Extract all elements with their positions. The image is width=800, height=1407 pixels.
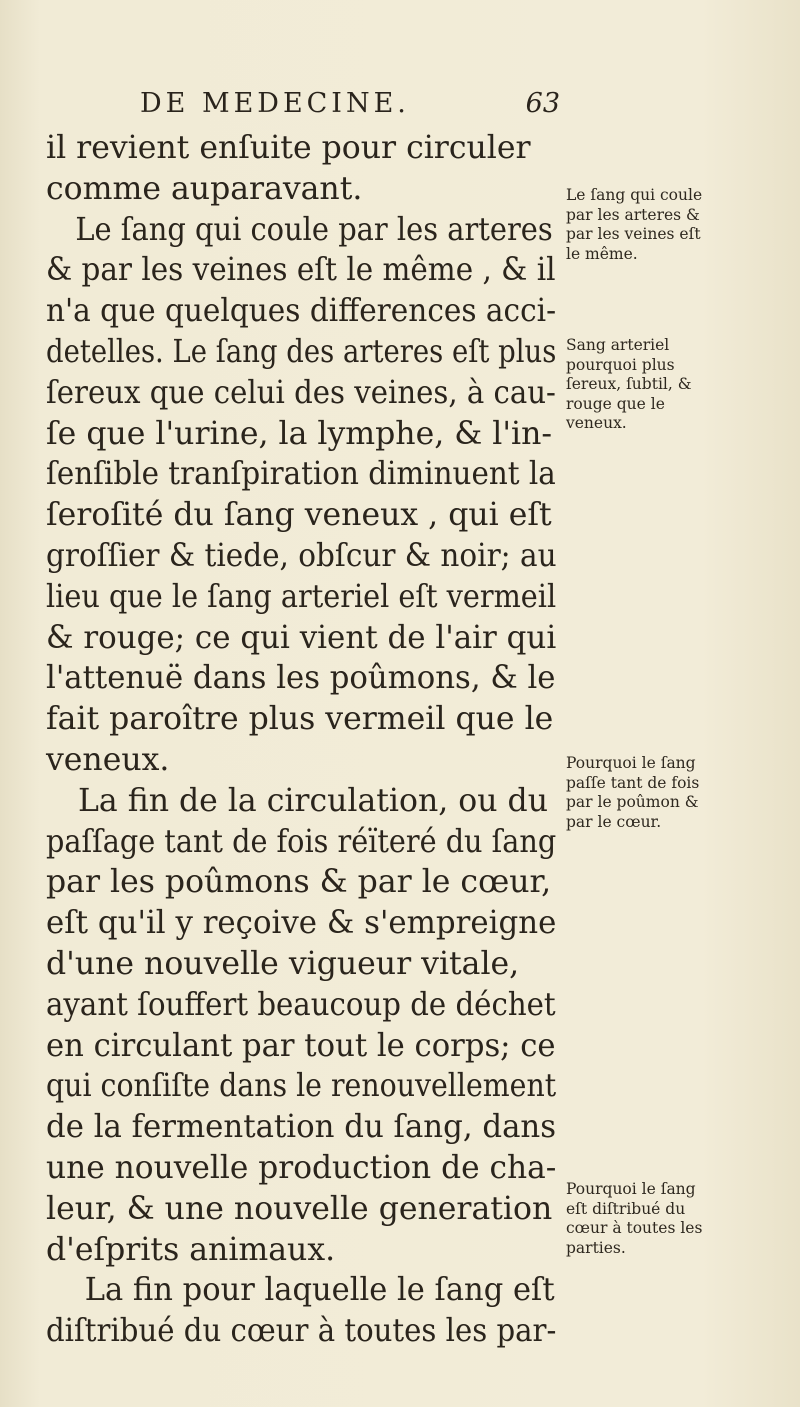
text-line: fait paroître plus vermeil que le: [46, 701, 554, 738]
text-line: paſſage tant de fois réïteré du ſang: [46, 823, 557, 860]
text-line: d'une nouvelle vigueur vitale,: [46, 945, 520, 982]
text-line: lieu que le ſang arteriel eſt vermeil: [46, 578, 557, 615]
main-text: [46, 128, 556, 1352]
running-title: DE MEDECINE.: [140, 88, 410, 119]
running-header: [140, 88, 560, 119]
text-line: en circulant par tout le corps; ce: [46, 1027, 556, 1064]
text-line: comme auparavant.: [46, 170, 363, 207]
text-line: La fin pour laquelle le ſang eſt: [84, 1272, 555, 1309]
text-line: eſt qu'il y reçoive & s'empreigne: [46, 905, 557, 942]
margin-note: Sang arteriel pourquoi plus ſereux, ſubtil, & rouge que le veneux.: [566, 336, 692, 432]
text-line: n'a que quelques differences acci-: [46, 293, 557, 330]
text-line: ſereux que celui des veines, à cau-: [46, 374, 556, 411]
margin-note: Pourquoi le ſang eſt diſtribué du cœur à toutes les parties.: [566, 1180, 703, 1257]
text-line: Le ſang qui coule par les arteres: [75, 211, 553, 248]
page-number: 63: [525, 88, 560, 119]
text-line: ayant ſouffert beaucoup de déchet: [46, 986, 556, 1023]
text-line: ſeroſité du ſang veneux , qui eſt: [46, 497, 552, 534]
text-line: d'eſprits animaux.: [46, 1231, 336, 1268]
text-line: de la fermentation du ſang, dans: [46, 1109, 557, 1146]
text-line: & rouge; ce qui vient de l'air qui: [46, 619, 557, 656]
margin-note: Le ſang qui coule par les arteres & par les veines eſt le même.: [566, 186, 703, 263]
text-line: par les poûmons & par le cœur,: [46, 864, 552, 901]
text-line: qui conſiſte dans le renouvellement: [46, 1068, 557, 1105]
text-line: ſe que l'urine, la lymphe, & l'in-: [46, 415, 553, 452]
text-line: detelles. Le ſang des arteres eſt plus: [46, 333, 557, 370]
text-line: La fin de la circulation, ou du: [78, 782, 548, 819]
text-line: & par les veines eſt le même , & il: [46, 252, 556, 289]
text-line: veneux.: [46, 741, 170, 778]
text-line: il revient enſuite pour circuler: [46, 130, 531, 166]
text-line: ſenſible tranſpiration diminuent la: [46, 456, 556, 493]
text-line: une nouvelle production de cha-: [46, 1149, 557, 1186]
text-line: diſtribué du cœur à toutes les par-: [46, 1313, 557, 1350]
margin-note: Pourquoi le ſang paſſe tant de fois par le poûmon & par le cœur.: [566, 754, 700, 831]
text-line: l'attenuë dans les poûmons, & le: [46, 660, 556, 697]
text-line: leur, & une nouvelle generation: [46, 1190, 553, 1227]
text-line: groſſier & tiede, obſcur & noir; au: [46, 537, 557, 574]
